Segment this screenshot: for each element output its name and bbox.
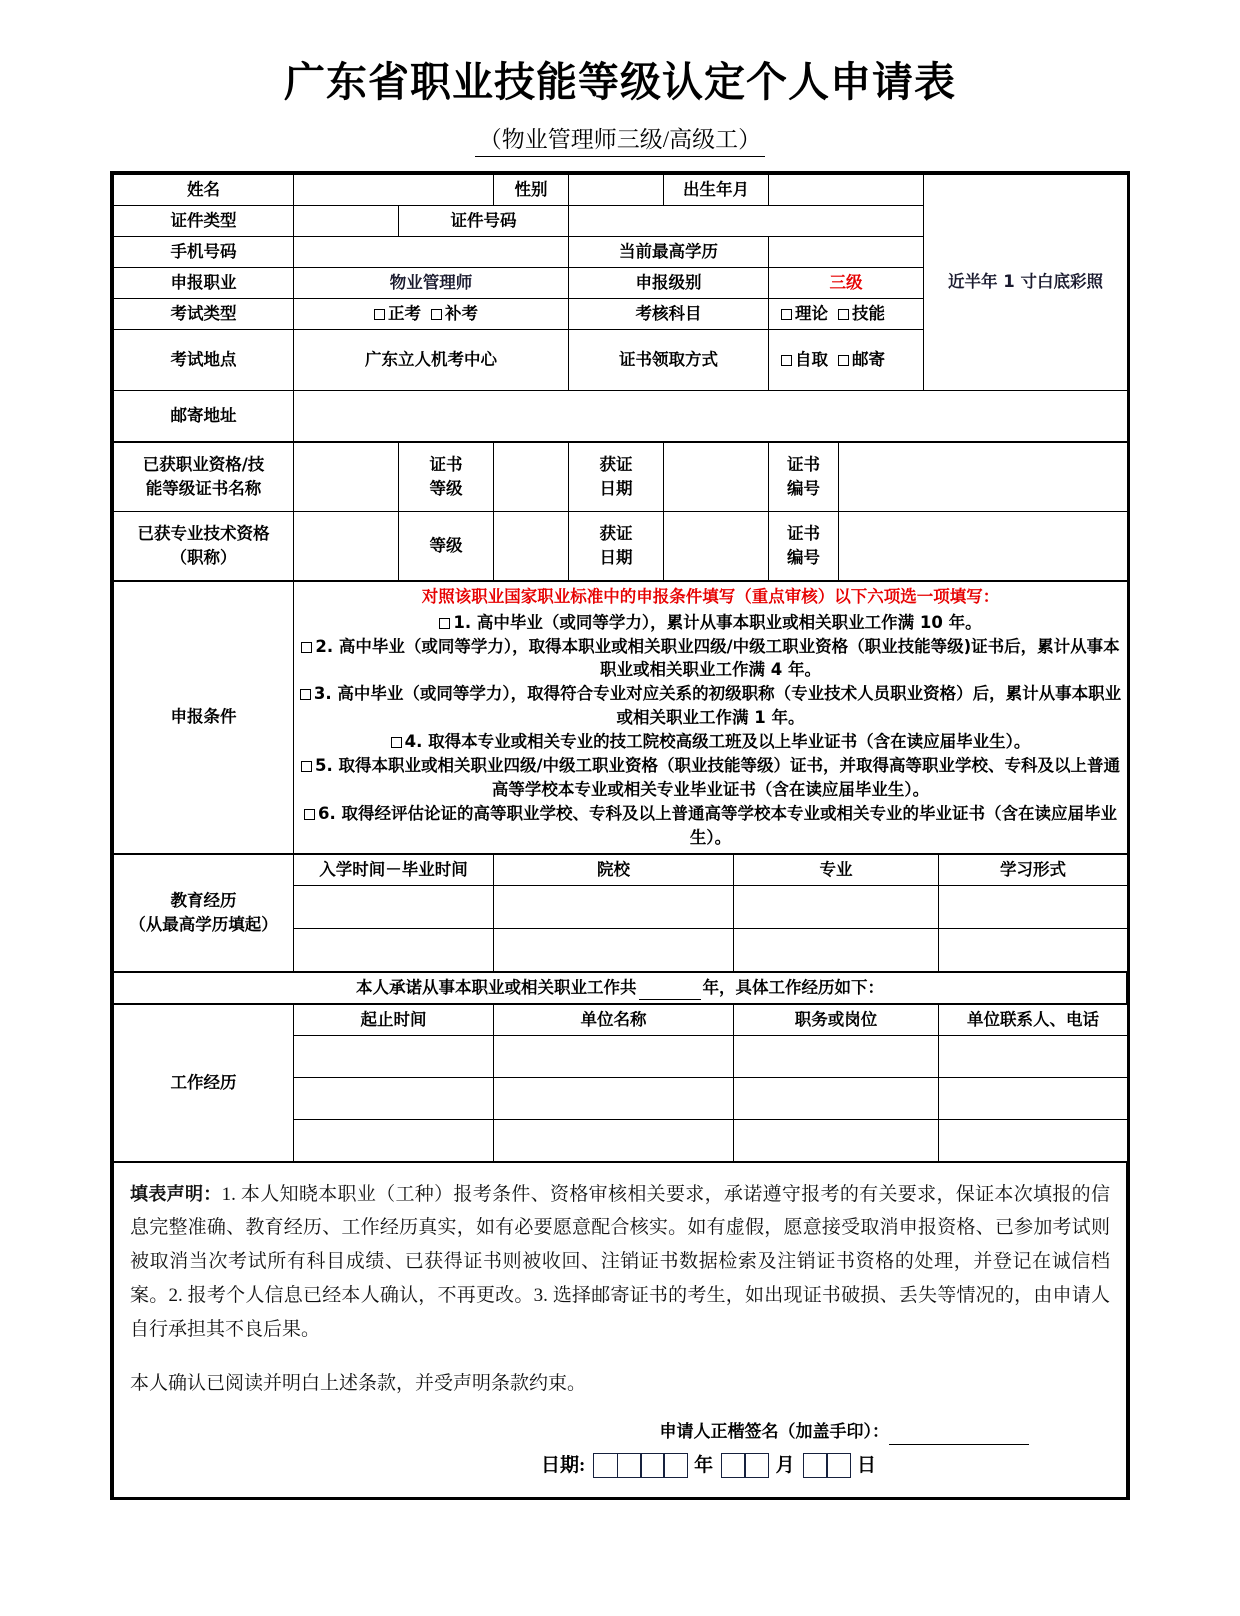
value-exam-place: 广东立人机考中心 [294, 329, 569, 390]
cell-work-position[interactable] [734, 1077, 939, 1119]
checkbox-icon[interactable] [374, 309, 385, 320]
label-title-grade: 等级 [399, 511, 494, 580]
cell-education-school[interactable] [494, 885, 734, 928]
year-boxes[interactable] [593, 1453, 686, 1478]
label-work-experience: 工作经历 [114, 1004, 294, 1161]
label-birth: 出生年月 [664, 175, 769, 206]
declaration-text [116, 1166, 1124, 1353]
row-obtained-vocational-cert [114, 442, 1128, 511]
label-line-1: 已获专业技术资格 [137, 523, 270, 543]
checkbox-label: 技能 [852, 303, 885, 323]
declaration-body: 1. 本人知晓本职业（工种）报考条件、资格审核相关要求，承诺遵守报考的有关要求，保证本次填报的信息完整准确、教育经历、工作经历真实，如有必要愿意配合核实。如有虚假，愿意接受取消申报资格、已参加考试则被取消当次考试所有科目成绩、已获得证书则被收回、注销证书数据检索及注销证书资格的处理，并登记在诚信档案。2. 报考个人信息已经本人确认，不再更改。3. 选择邮寄证书的考生，如出现证书破损、丢失等情况的，由申请人自行承担其不良后果。 [130, 1183, 1110, 1340]
condition-item-4[interactable] [296, 730, 1125, 754]
field-title-number[interactable] [839, 511, 1128, 580]
application-conditions-list [294, 581, 1128, 853]
label-cert-number [769, 442, 839, 511]
checkbox-icon[interactable] [838, 309, 849, 320]
checkbox-label: 正考 [388, 303, 421, 323]
header-work-company: 单位名称 [494, 1004, 734, 1035]
condition-item-text: 2. 高中毕业（或同等学力），取得本职业或相关职业四级/中级工职业资格（职业技能等级)证书后，累计从事本职业或相关职业工作满 4 年。 [315, 636, 1120, 680]
label-id-type: 证件类型 [114, 206, 294, 237]
label-line-1: 获证 [599, 523, 633, 543]
page-subtitle: （物业管理师三级/高级工） [475, 121, 765, 157]
label-line-2: 编号 [787, 478, 820, 498]
field-title-date[interactable] [664, 511, 769, 580]
field-cert-number[interactable] [839, 442, 1128, 511]
header-education-school: 院校 [494, 854, 734, 885]
field-mail-address[interactable] [294, 390, 1128, 441]
conditions-table [113, 581, 1128, 854]
cell-work-period[interactable] [294, 1035, 494, 1077]
label-line-2: 等级 [429, 478, 463, 498]
cell-work-position[interactable] [734, 1119, 939, 1161]
header-work-contact: 单位联系人、电话 [939, 1004, 1128, 1035]
label-line-2: 日期 [599, 478, 633, 498]
checkbox-label: 自取 [795, 349, 828, 369]
checkbox-option-youji[interactable] [838, 348, 885, 372]
label-highest-education: 当前最高学历 [569, 236, 769, 267]
checkbox-option-bukao[interactable] [431, 302, 478, 326]
field-gender[interactable] [569, 175, 664, 206]
cell-work-position[interactable] [734, 1035, 939, 1077]
education-table [113, 854, 1128, 972]
label-line-1: 已获职业资格/技 [142, 454, 265, 474]
checkbox-option-lilun[interactable] [781, 302, 828, 326]
label-exam-place: 考试地点 [114, 329, 294, 390]
header-education-major: 专业 [734, 854, 939, 885]
condition-item-3[interactable] [296, 682, 1125, 730]
cell-work-company[interactable] [494, 1035, 734, 1077]
date-box[interactable] [721, 1453, 746, 1478]
label-level: 申报级别 [569, 267, 769, 298]
checkbox-icon[interactable] [838, 355, 849, 366]
label-line-2: 能等级证书名称 [145, 478, 262, 498]
checkbox-icon[interactable] [781, 355, 792, 366]
page-title: 广东省职业技能等级认定个人申请表 [284, 58, 956, 106]
work-years-input[interactable] [639, 984, 701, 1000]
certificates-table [113, 442, 1128, 581]
date-box[interactable] [826, 1453, 851, 1478]
work-experience-table [113, 1004, 1128, 1162]
checkbox-label: 补考 [445, 303, 478, 323]
condition-item-text: 1. 高中毕业（或同等学力），累计从事本职业或相关职业工作满 10 年。 [453, 612, 982, 632]
day-label: 日 [856, 1454, 876, 1476]
label-line-1: 证书 [787, 454, 820, 474]
date-label: 日期: [541, 1454, 586, 1476]
cell-education-time[interactable] [294, 928, 494, 971]
field-cert-level[interactable] [494, 442, 569, 511]
label-obtained-vocational-cert [114, 442, 294, 511]
month-label: 月 [775, 1454, 795, 1476]
field-exam-type [294, 298, 569, 329]
row-obtained-professional-title [114, 511, 1128, 580]
date-box[interactable] [593, 1453, 618, 1478]
day-boxes[interactable] [803, 1453, 849, 1478]
row-education-header [114, 854, 1128, 885]
year-label: 年 [694, 1454, 714, 1476]
page-subtitle-wrap [0, 121, 1240, 157]
cell-work-period[interactable] [294, 1119, 494, 1161]
date-box[interactable] [640, 1453, 665, 1478]
label-cert-date [569, 442, 664, 511]
field-title-grade[interactable] [494, 511, 569, 580]
cell-education-school[interactable] [494, 928, 734, 971]
label-exam-type: 考试类型 [114, 298, 294, 329]
label-line-2: 日期 [599, 547, 633, 567]
cell-work-contact[interactable] [939, 1035, 1128, 1077]
row-application-conditions [114, 581, 1128, 853]
label-line-1: 证书 [787, 523, 820, 543]
field-phone[interactable] [294, 236, 569, 267]
field-highest-education[interactable] [769, 236, 924, 267]
label-id-number: 证件号码 [399, 206, 569, 237]
checkbox-icon[interactable] [301, 642, 312, 653]
checkbox-icon[interactable] [304, 809, 315, 820]
cell-education-major[interactable] [734, 928, 939, 971]
label-line-1: 获证 [599, 454, 633, 474]
checkbox-option-jineng[interactable] [838, 302, 885, 326]
label-mail-address: 邮寄地址 [114, 390, 294, 441]
cell-work-company[interactable] [494, 1077, 734, 1119]
cell-education-time[interactable] [294, 885, 494, 928]
date-box[interactable] [744, 1453, 769, 1478]
checkbox-icon[interactable] [300, 689, 311, 700]
signature-input[interactable] [889, 1428, 1029, 1445]
date-row [116, 1449, 1124, 1493]
row-work-header [114, 1004, 1128, 1035]
field-name[interactable] [294, 175, 494, 206]
date-box[interactable] [663, 1453, 688, 1478]
checkbox-option-zhengkao[interactable] [374, 302, 421, 326]
declaration-confirm: 本人确认已阅读并明白上述条款，并受声明条款约束。 [130, 1372, 587, 1394]
signature-label: 申请人正楷签名（加盖手印）： [659, 1422, 889, 1443]
cell-work-contact[interactable] [939, 1077, 1128, 1119]
label-name: 姓名 [114, 175, 294, 206]
condition-item-text: 4. 取得本专业或相关专业的技工院校高级工班及以上毕业证书（含在读应届毕业生）。 [404, 732, 1031, 752]
form-frame [110, 171, 1130, 1499]
checkbox-icon[interactable] [391, 737, 402, 748]
promise-prefix: 本人承诺从事本职业或相关职业工作共 [356, 977, 637, 997]
declaration-cell [114, 1162, 1127, 1496]
form-table [113, 174, 1128, 442]
label-occupation: 申报职业 [114, 267, 294, 298]
declaration-title: 填表声明： [130, 1183, 222, 1205]
label-cert-level [399, 442, 494, 511]
cell-work-period[interactable] [294, 1077, 494, 1119]
checkbox-option-ziqu[interactable] [781, 348, 828, 372]
checkbox-icon[interactable] [439, 618, 450, 629]
checkbox-label: 邮寄 [852, 349, 885, 369]
field-cert-name[interactable] [294, 442, 399, 511]
value-level: 三级 [769, 267, 924, 298]
value-occupation: 物业管理师 [294, 267, 569, 298]
header-work-position: 职务或岗位 [734, 1004, 939, 1035]
label-line-1: 证书 [429, 454, 463, 474]
condition-item-6[interactable] [296, 802, 1125, 850]
label-cert-receive: 证书领取方式 [569, 329, 769, 390]
label-line-2: （从最高学历填起） [129, 914, 278, 934]
label-title-date [569, 511, 664, 580]
cell-work-company[interactable] [494, 1119, 734, 1161]
conditions-heading: 对照该职业国家职业标准中的申报条件填写（重点审核）以下六项选一项填写： [421, 586, 1000, 606]
date-box[interactable] [617, 1453, 642, 1478]
cell-education-mode[interactable] [939, 928, 1128, 971]
signature-row [116, 1404, 1124, 1449]
label-phone: 手机号码 [114, 236, 294, 267]
declaration-table [113, 1162, 1127, 1497]
checkbox-icon[interactable] [781, 309, 792, 320]
row-declaration [114, 1162, 1127, 1496]
header-work-period: 起止时间 [294, 1004, 494, 1035]
field-title-name[interactable] [294, 511, 399, 580]
checkbox-label: 理论 [795, 303, 828, 323]
condition-item-1[interactable] [296, 611, 1125, 635]
label-title-number [769, 511, 839, 580]
label-education-experience [114, 854, 294, 971]
date-box[interactable] [803, 1453, 828, 1478]
checkbox-icon[interactable] [301, 761, 312, 772]
field-subject [769, 298, 924, 329]
work-years-promise [114, 972, 1127, 1003]
promise-table [113, 972, 1127, 1004]
promise-suffix: 年，具体工作经历如下： [702, 977, 884, 997]
header-education-mode: 学习形式 [939, 854, 1128, 885]
row-name-gender-birth [114, 175, 1128, 206]
label-obtained-professional-title [114, 511, 294, 580]
label-subject: 考核科目 [569, 298, 769, 329]
field-id-number[interactable] [569, 206, 924, 237]
header-education-time: 入学时间－毕业时间 [294, 854, 494, 885]
label-application-conditions: 申报条件 [114, 581, 294, 853]
photo-placeholder[interactable]: 近半年 1 寸白底彩照 [924, 175, 1128, 391]
field-cert-date[interactable] [664, 442, 769, 511]
label-line-1: 教育经历 [170, 890, 237, 910]
checkbox-icon[interactable] [431, 309, 442, 320]
row-mail-address [114, 390, 1128, 441]
condition-item-2[interactable] [296, 635, 1125, 683]
condition-item-5[interactable] [296, 754, 1125, 802]
condition-item-text: 5. 取得本职业或相关职业四级/中级工职业资格（职业技能等级）证书，并取得高等职业学校、专科及以上普通高等学校本专业或相关专业毕业证书（含在读应届毕业生）。 [314, 756, 1121, 800]
field-cert-receive [769, 329, 924, 390]
row-work-years-promise [114, 972, 1127, 1003]
cell-work-contact[interactable] [939, 1119, 1128, 1161]
month-boxes[interactable] [721, 1453, 767, 1478]
cell-education-major[interactable] [734, 885, 939, 928]
label-gender: 性别 [494, 175, 569, 206]
condition-item-text: 6. 取得经评估论证的高等职业学校、专科及以上普通高等学校本专业或相关专业的毕业证书（含在读应届毕业生）。 [318, 804, 1117, 847]
label-line-2: 编号 [787, 547, 820, 567]
label-line-2: （职称） [170, 547, 237, 567]
field-birth[interactable] [769, 175, 924, 206]
field-id-type[interactable] [294, 206, 399, 237]
cell-education-mode[interactable] [939, 885, 1128, 928]
condition-item-text: 3. 高中毕业（或同等学力），取得符合专业对应关系的初级职称（专业技术人员职业资格）后，累计从事本职业或相关职业工作满 1 年。 [313, 684, 1122, 728]
